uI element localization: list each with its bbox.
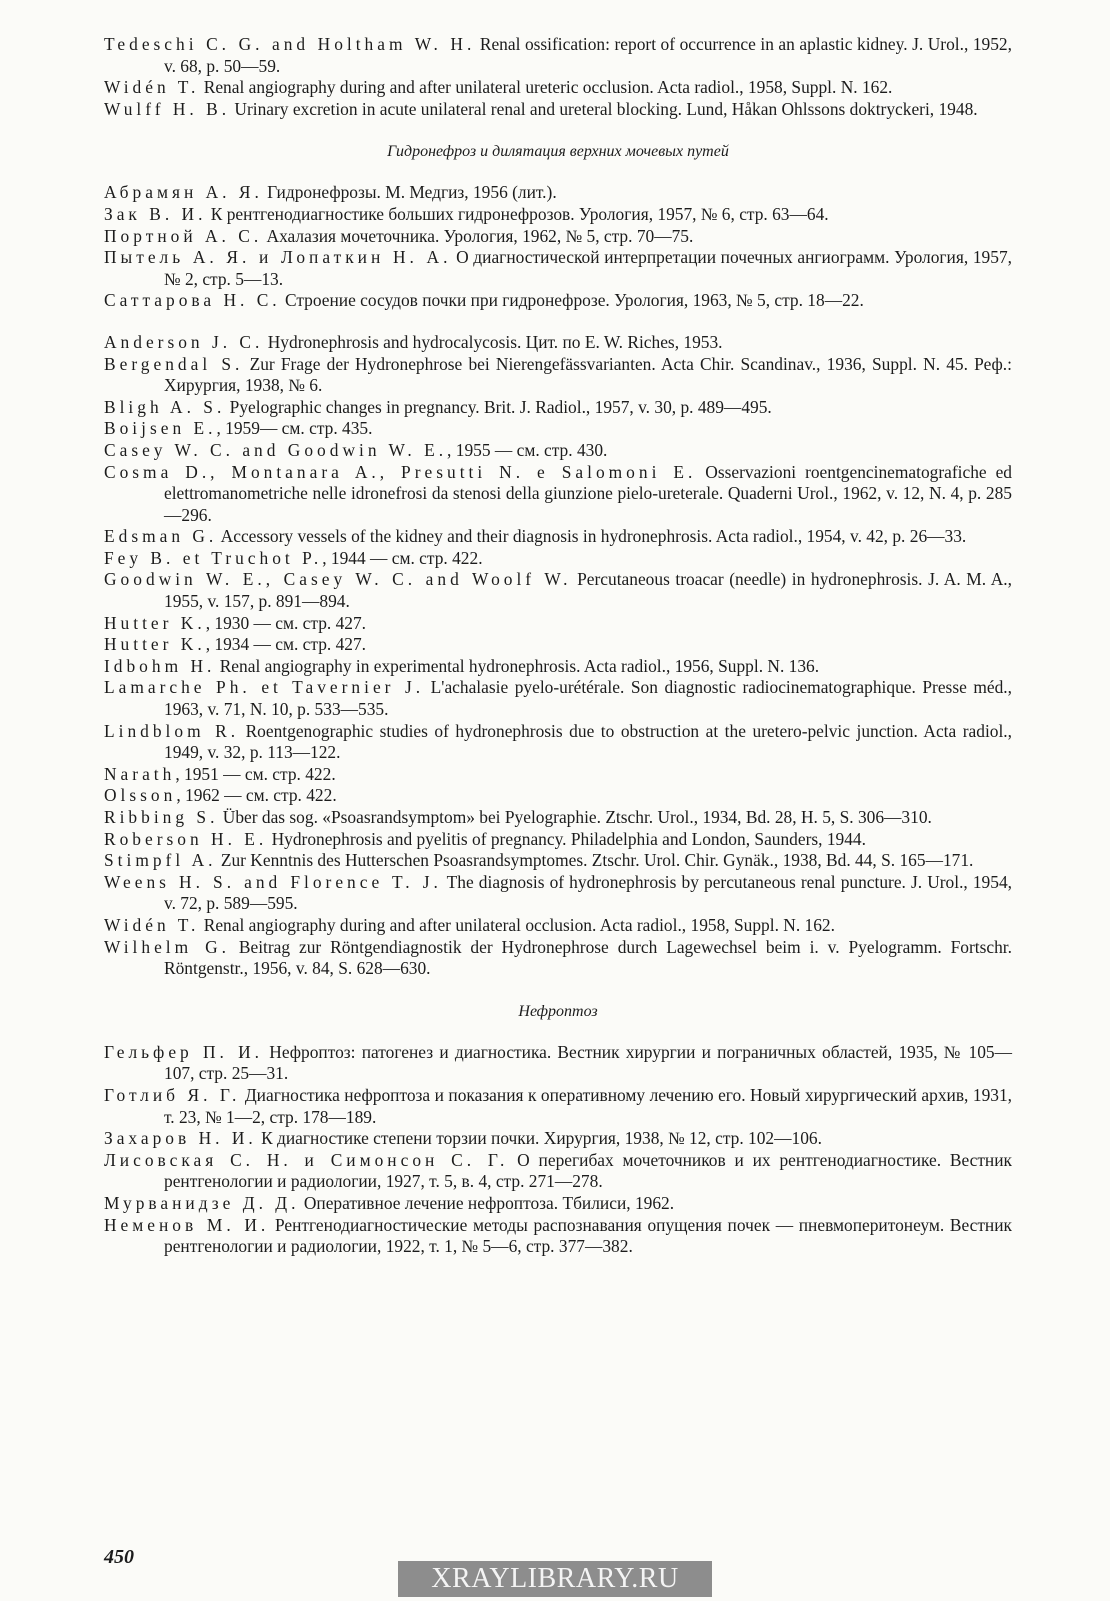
reference-text: Pyelographic changes in pregnancy. Brit. J. Radiol., 1957, v. 30, p. 489—495.	[225, 396, 772, 417]
reference-author: Widén T.	[104, 914, 200, 935]
reference-author: Пытель А. Я. и Лопаткин Н. А.	[104, 247, 452, 268]
section-heading-nephroptosis: Нефроптоз	[518, 1002, 598, 1020]
reference-entry	[104, 1150, 1012, 1193]
reference-author: Edsman G.	[104, 526, 218, 547]
reference-entry	[104, 807, 1012, 829]
reference-entry	[104, 1215, 1012, 1258]
reference-text: Beitrag zur Röntgendiagnostik der Hydronephrose durch Lagewechsel beim i. v. Pyelogramm. Fortschr. Röntgenstr., 1956, v. 84, S. 628—630.	[164, 936, 1012, 979]
reference-text: Renal ossification: report of occurrence in an aplastic kidney. J. Urol., 1952, v. 68, p. 50—59.	[164, 34, 1012, 76]
reference-text: Оперативное лечение нефроптоза. Тбилиси, 1962.	[299, 1192, 675, 1213]
reference-entry	[104, 1128, 1012, 1150]
reference-author: Idbohm H.	[104, 655, 216, 676]
reference-author: Casey W. C. and Goodwin W. E.	[104, 439, 448, 460]
reference-list-hydro-foreign	[104, 332, 1012, 980]
section-heading-hydronephrosis: Гидронефроз и дилятация верхних мочевых путей	[387, 143, 729, 161]
reference-author: Stimpfl A.	[104, 850, 217, 871]
reference-text: Renal angiography during and after unilateral ureteric occlusion. Acta radiol., 1958, Suppl. N. 162.	[199, 77, 893, 98]
reference-entry	[104, 634, 1012, 656]
reference-entry	[104, 247, 1012, 290]
reference-text: О перегибах мочеточников и их рентгенодиагностике. Вестник рентгенологии и радиологии, 1927, т. 5, в. 4, стр. 271—278.	[164, 1149, 1012, 1192]
reference-entry	[104, 677, 1012, 720]
reference-text: К диагностике степени торзии почки. Хирургия, 1938, № 12, стр. 102—106.	[256, 1128, 822, 1149]
reference-entry	[104, 418, 1012, 440]
reference-author: Weens H. S. and Florence T. J.	[104, 871, 442, 892]
reference-author: Boijsen E.	[104, 418, 217, 439]
reference-text: К рентгенодиагностике больших гидронефрозов. Урология, 1957, № 6, стр. 63—64.	[206, 203, 829, 224]
reference-entry	[104, 764, 1012, 786]
reference-entry	[104, 721, 1012, 764]
reference-text: Renal angiography in experimental hydronephrosis. Acta radiol., 1956, Suppl. N. 136.	[215, 655, 820, 676]
reference-author: Olsson	[104, 785, 177, 806]
reference-author: Саттарова Н. С.	[104, 290, 281, 311]
reference-entry	[104, 354, 1012, 397]
reference-text: Hydronephrosis and hydrocalycosis. Цит. по E. W. Riches, 1953.	[263, 331, 723, 352]
reference-author: Wilhelm G.	[104, 936, 230, 957]
reference-text: , 1934 — см. стр. 427.	[205, 634, 367, 655]
reference-entry	[104, 204, 1012, 226]
reference-text: О диагностической интерпретации почечных ангиограмм. Урология, 1957, № 2, стр. 5—13.	[164, 247, 1012, 289]
reference-entry	[104, 397, 1012, 419]
reference-text: The diagnosis of hydronephrosis by percutaneous renal puncture. J. Urol., 1954, v. 72, p. 589—595.	[164, 871, 1012, 914]
reference-author: Tedeschi C. G. and Holtham W. H.	[104, 34, 476, 54]
reference-entry	[104, 1193, 1012, 1215]
reference-author: Widén T.	[104, 77, 200, 98]
reference-text: L'achalasie pyelo-urétérale. Son diagnostic radiocinematographique. Presse méd., 1963, v. 71, N. 10, p. 533—535.	[164, 677, 1012, 720]
reference-author: Абрамян А. Я.	[104, 182, 263, 203]
reference-author: Готлиб Я. Г.	[104, 1084, 241, 1105]
reference-entry	[104, 226, 1012, 248]
reference-entry	[104, 548, 1012, 570]
reference-entry	[104, 290, 1012, 312]
reference-entry	[104, 462, 1012, 527]
reference-text: , 1962 — см. стр. 422.	[176, 785, 337, 806]
reference-entry	[104, 850, 1012, 872]
reference-entry	[104, 34, 1012, 77]
reference-author: Hutter K.	[104, 612, 206, 633]
reference-author: Мурванидзе Д. Д.	[104, 1192, 300, 1213]
reference-author: Bergendal S.	[104, 353, 244, 374]
reference-entry	[104, 182, 1012, 204]
reference-list-urine	[104, 34, 1012, 120]
reference-entry	[104, 99, 1012, 121]
reference-author: Anderson J. C.	[104, 331, 264, 352]
reference-entry	[104, 569, 1012, 612]
reference-text: Zur Frage der Hydronephrose bei Nierengefässvarianten. Acta Chir. Scandinav., 1936, Suppl. N. 45. Реф.: Хирургия, 1938, № 6.	[164, 353, 1012, 396]
reference-entry	[104, 937, 1012, 980]
reference-entry	[104, 1085, 1012, 1128]
reference-author: Гельфер П. И.	[104, 1041, 264, 1062]
reference-author: Narath	[104, 763, 176, 784]
reference-entry	[104, 829, 1012, 851]
reference-text: Urinary excretion in acute unilateral renal and ureteral blocking. Lund, Håkan Ohlssons doktryckeri, 1948.	[230, 98, 978, 119]
reference-text: Строение сосудов почки при гидронефрозе. Урология, 1963, № 5, стр. 18—22.	[280, 290, 864, 311]
reference-list-nephroptosis	[104, 1042, 1012, 1258]
reference-entry	[104, 526, 1012, 548]
reference-text: Zur Kenntnis des Hutterschen Psoasrandsymptomes. Ztschr. Urol. Chir. Gynäk., 1938, Bd. 44, S. 165—171.	[216, 850, 974, 871]
reference-text: Accessory vessels of the kidney and their diagnosis in hydronephrosis. Acta radiol., 1954, v. 42, p. 26—33.	[217, 526, 967, 547]
reference-text: , 1944 — см. стр. 422.	[322, 547, 483, 568]
reference-author: Roberson H. E.	[104, 828, 268, 849]
reference-entry	[104, 77, 1012, 99]
reference-entry	[104, 656, 1012, 678]
reference-entry	[104, 872, 1012, 915]
reference-author: Cosma D., Montanara A., Presutti N. e Salomoni E.	[104, 461, 697, 482]
reference-text: Roentgenographic studies of hydronephrosis due to obstruction at the uretero-pelvic junction. Acta radiol., 1949, v. 32, p. 113—122.	[164, 720, 1012, 763]
reference-author: Захаров Н. И.	[104, 1128, 257, 1149]
reference-entry	[104, 440, 1012, 462]
reference-author: Портной А. С.	[104, 225, 263, 246]
page-number: 450	[104, 1546, 134, 1568]
reference-author: Fey B. et Truchot P.	[104, 547, 323, 568]
reference-text: Ахалазия мочеточника. Урология, 1962, № 5, стр. 70—75.	[262, 225, 694, 246]
reference-text: Renal angiography during and after unilateral occlusion. Acta radiol., 1958, Suppl. N. 162.	[199, 914, 835, 935]
reference-author: Лисовская С. Н. и Симонсон С. Г.	[104, 1149, 509, 1170]
reference-entry	[104, 613, 1012, 635]
reference-text: , 1955 — см. стр. 430.	[447, 439, 608, 460]
reference-text: Нефроптоз: патогенез и диагностика. Вестник хирургии и пограничных областей, 1935, № 105—107, стр. 25—31.	[164, 1041, 1012, 1084]
reference-text: , 1951 — см. стр. 422.	[175, 763, 336, 784]
reference-author: Неменов М. И.	[104, 1214, 270, 1235]
section-gap	[104, 312, 1012, 332]
page-content	[104, 34, 1012, 1258]
watermark-logo: XRAYLIBRARY.RU	[398, 1561, 712, 1597]
reference-text: , 1930 — см. стр. 427.	[205, 612, 367, 633]
reference-text: Über das sog. «Psoasrandsymptom» bei Pyelographie. Ztschr. Urol., 1934, Bd. 28, H. 5, S. 306—310.	[218, 807, 932, 827]
reference-author: Bligh A. S.	[104, 396, 226, 417]
reference-author: Lamarche Ph. et Tavernier J.	[104, 677, 425, 698]
reference-text: Диагностика нефроптоза и показания к оперативному лечению его. Новый хирургический архив, 1931, т. 23, № 1—2, стр. 178—189.	[164, 1084, 1012, 1127]
reference-entry	[104, 785, 1012, 807]
reference-author: Зак В. И.	[104, 203, 207, 224]
reference-author: Goodwin W. E., Casey W. C. and Woolf W.	[104, 569, 572, 590]
reference-text: Percutaneous troacar (needle) in hydronephrosis. J. A. M. A., 1955, v. 157, p. 891—894.	[164, 569, 1012, 612]
reference-text: Рентгенодиагностические методы распознавания опущения почек — пневмоперитонеум. Вестник рентгенологии и радиологии, 1922, т. 1, № 5—6, стр. 377—382.	[164, 1214, 1012, 1257]
reference-entry	[104, 1042, 1012, 1085]
reference-entry	[104, 915, 1012, 937]
reference-entry	[104, 332, 1012, 354]
reference-text: , 1959— см. стр. 435.	[216, 418, 373, 439]
reference-author: Wulff H. B.	[104, 98, 231, 119]
reference-text: Hydronephrosis and pyelitis of pregnancy. Philadelphia and London, Saunders, 1944.	[267, 828, 866, 849]
reference-author: Ribbing S.	[104, 807, 219, 827]
reference-text: Osservazioni roentgencinematografiche ed elettromanometriche nelle idronefrosi da stenosi della giunzione pielo-ureterale. Quaderni Urol., 1962, v. 12, N. 4, p. 285—296.	[164, 461, 1012, 525]
reference-author: Lindblom R.	[104, 720, 240, 741]
reference-text: Гидронефрозы. М. Медгиз, 1956 (лит.).	[262, 182, 557, 203]
reference-author: Hutter K.	[104, 634, 206, 655]
reference-list-hydro-russian	[104, 182, 1012, 312]
